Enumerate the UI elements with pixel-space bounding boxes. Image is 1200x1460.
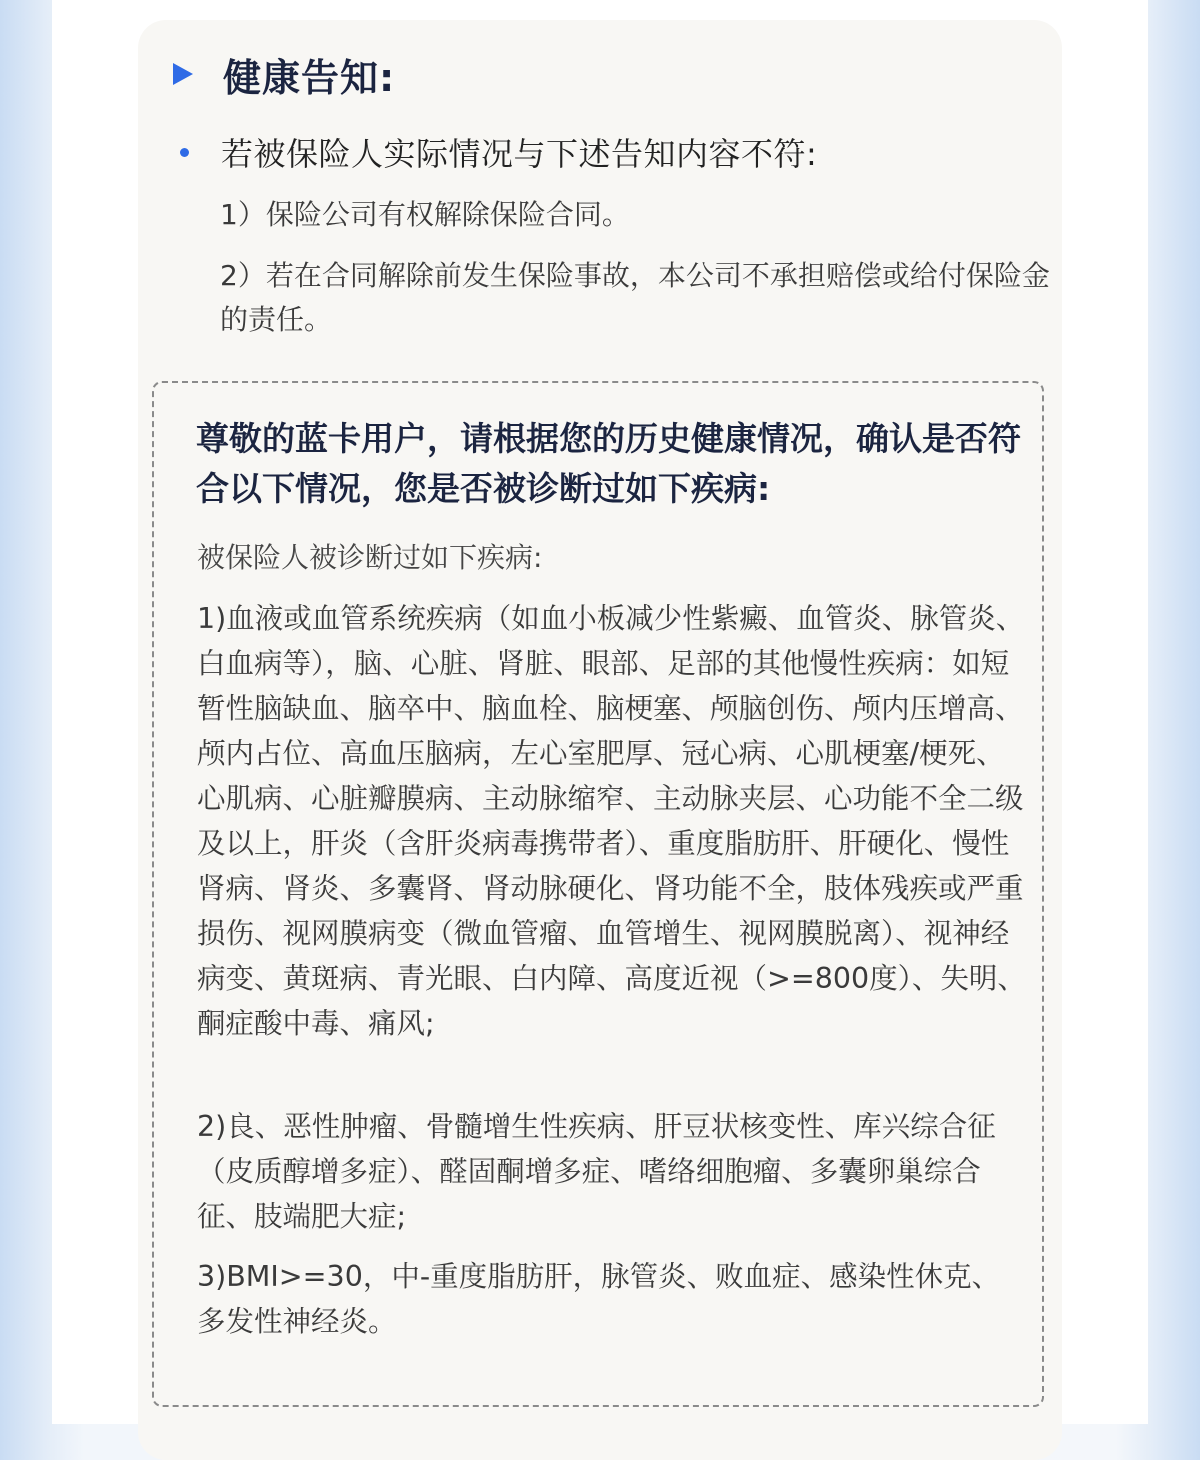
section-header <box>170 44 395 104</box>
section-title: 健康告知: <box>223 55 396 100</box>
disease-item-2: 2)良、恶性肿瘤、骨髓增生性疾病、肝豆状核变性、库兴综合征（皮质醇增多症）、醛固酮增多症、嗜络细胞瘤、多囊卵巢综合征、肢端肥大症; <box>197 1110 996 1233</box>
disease-item-3: 3)BMI>=30，中-重度脂肪肝，脉管炎、败血症、感染性休克、多发性神经炎。 <box>197 1260 1001 1338</box>
consequence-1: 1）保险公司有权解除保险合同。 <box>220 198 630 231</box>
consequence-2: 2）若在合同解除前发生保险事故，本公司不承担赔偿或给付保险金的责任。 <box>220 259 1050 336</box>
notice-heading: 尊敬的蓝卡用户，请根据您的历史健康情况，确认是否符合以下情况，您是否被诊断过如下疾病: <box>196 419 1021 508</box>
bullet-dot-icon <box>180 148 189 157</box>
disease-item-1: 1)血液或血管系统疾病（如血小板减少性紫癜、血管炎、脉管炎、白血病等），脑、心脏、肾脏、眼部、足部的其他慢性疾病：如短暂性脑缺血、脑卒中、脑血栓、脑梗塞、颅脑创伤、颅内压增高、颅内占位、高血压脑病，左心室肥厚、冠心病、心肌梗塞/梗死、心肌病、心脏瓣膜病、主动脉缩窄、主动脉夹层、心功能不全二级及以上，肝炎（含肝炎病毒携带者）、重度脂肪肝、肝硬化、慢性肾病、肾炎、多囊肾、肾动脉硬化、肾功能不全，肢体残疾或严重损伤、视网膜病变（微血管瘤、血管增生、视网膜脱离）、视神经病变、黄斑病、青光眼、白内障、高度近视（>=800度）、失明、酮症酸中毒、痛风; <box>197 602 1026 1040</box>
notice-intro: 被保险人被诊断过如下疾病: <box>197 541 543 574</box>
warning-bullet <box>176 128 817 176</box>
triangle-right-icon <box>173 63 193 85</box>
warning-text: 若被保险人实际情况与下述告知内容不符: <box>221 135 818 173</box>
